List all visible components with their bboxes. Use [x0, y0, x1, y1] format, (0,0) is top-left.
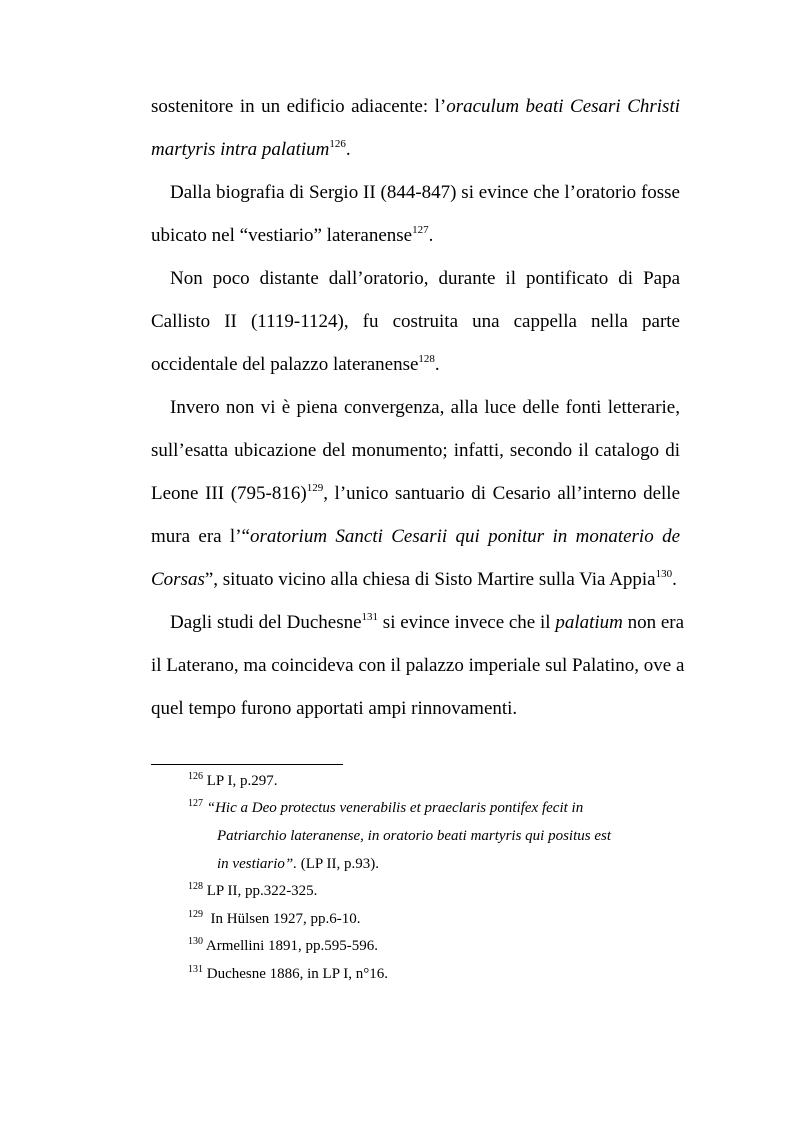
- body-line: [151, 483, 680, 505]
- text-run: ”, situato vicino alla chiesa di Sisto Martire sulla Via Appia: [204, 569, 656, 590]
- text-run: .: [672, 569, 677, 590]
- text-run: sostenitore in un edificio adiacente: l’: [151, 96, 447, 117]
- footnote-131: [188, 965, 388, 983]
- body-line: [170, 611, 685, 634]
- body-line: [151, 698, 680, 720]
- text-run: si evince invece che il: [378, 612, 556, 633]
- footnote-128: [188, 882, 317, 900]
- italic-run: oratorium Sancti Cesarii qui ponitur in monaterio de: [249, 526, 680, 547]
- footnote-number: 127: [188, 798, 203, 809]
- footnote-ref: 126: [329, 138, 346, 150]
- footnote-number: 129: [188, 909, 203, 920]
- footnote-ref: 128: [418, 353, 435, 365]
- footnote-129: [188, 910, 361, 928]
- text-run: Non poco distante dall’oratorio, durante il pontificato di Papa: [170, 268, 680, 289]
- italic-run: oraculum beati Cesari Christi: [446, 96, 680, 117]
- text-run: , l’unico santuario di Cesario all’interno delle: [323, 483, 681, 504]
- body-line: [151, 96, 680, 118]
- text-run: il Laterano, ma coincideva con il palazzo imperiale sul Palatino, ove a: [151, 655, 685, 676]
- footnote-127: [188, 799, 583, 817]
- footnote-text: LP I, p.297.: [203, 773, 278, 789]
- footnote-number: 128: [188, 881, 203, 892]
- body-line: [151, 311, 680, 333]
- text-run: quel tempo furono apportati ampi rinnovamenti.: [151, 698, 518, 719]
- text-run: Invero non vi è piena convergenza, alla luce delle fonti letterarie,: [170, 397, 680, 418]
- body-line: [170, 397, 680, 419]
- footnote-number: 131: [188, 964, 203, 975]
- body-line: [170, 182, 680, 204]
- body-line: [151, 440, 680, 462]
- italic-run: martyris intra palatium: [151, 139, 330, 160]
- text-run: .: [428, 225, 434, 246]
- footnote-126: [188, 772, 277, 790]
- footnote-text: Armellini 1891, pp.595-596.: [203, 938, 378, 954]
- footnote-ref: 129: [306, 482, 324, 494]
- text-run: .: [345, 139, 351, 160]
- footnote-number: 126: [188, 771, 203, 782]
- text-run: mura era l’“: [151, 526, 250, 547]
- text-run: ubicato nel “vestiario” lateranense: [151, 225, 413, 246]
- body-line: [170, 268, 680, 290]
- footnote-text: “Hic a Deo protectus venerabilis et praeclaris pontifex fecit in: [203, 800, 584, 816]
- footnote-text: Duchesne 1886, in LP I, n°16.: [203, 966, 389, 982]
- footnote-ref: 130: [655, 568, 673, 580]
- text-run: Dalla biografia di Sergio II (844-847) si evince che l’oratorio fosse: [170, 182, 680, 203]
- footnote-ref: 131: [361, 611, 379, 623]
- footnote-text: in vestiario”.: [217, 856, 298, 872]
- footnote-127-cont: [217, 855, 379, 873]
- body-line: [151, 526, 680, 548]
- footnote-text: (LP II, p.93).: [297, 856, 379, 872]
- footnote-text: In Hülsen 1927, pp.6-10.: [203, 911, 361, 927]
- footnote-text: LP II, pp.322-325.: [203, 883, 318, 899]
- body-line: [151, 655, 685, 677]
- text-run: Callisto II (1119-1124), fu costruita una cappella nella parte: [151, 311, 680, 332]
- footnote-text: Patriarchio lateranense, in oratorio beati martyris qui positus est: [217, 828, 612, 844]
- body-line: [151, 354, 680, 376]
- footnote-130: [188, 937, 378, 955]
- text-run: occidentale del palazzo lateranense: [151, 354, 419, 375]
- italic-run: Corsas: [151, 569, 205, 590]
- text-run: Dagli studi del Duchesne: [170, 612, 362, 633]
- footnote-ref: 127: [412, 224, 429, 236]
- italic-run: palatium: [555, 612, 623, 633]
- text-run: Leone III (795-816): [151, 483, 307, 504]
- text-run: non era: [622, 612, 685, 633]
- text-run: .: [434, 354, 440, 375]
- footnote-number: 130: [188, 936, 203, 947]
- footnote-127-cont: [217, 827, 611, 845]
- footnote-separator: [151, 764, 343, 765]
- text-run: sull’esatta ubicazione del monumento; infatti, secondo il catalogo di: [151, 440, 680, 461]
- body-line: [151, 139, 680, 161]
- body-line: [151, 225, 680, 247]
- body-line: [151, 569, 680, 591]
